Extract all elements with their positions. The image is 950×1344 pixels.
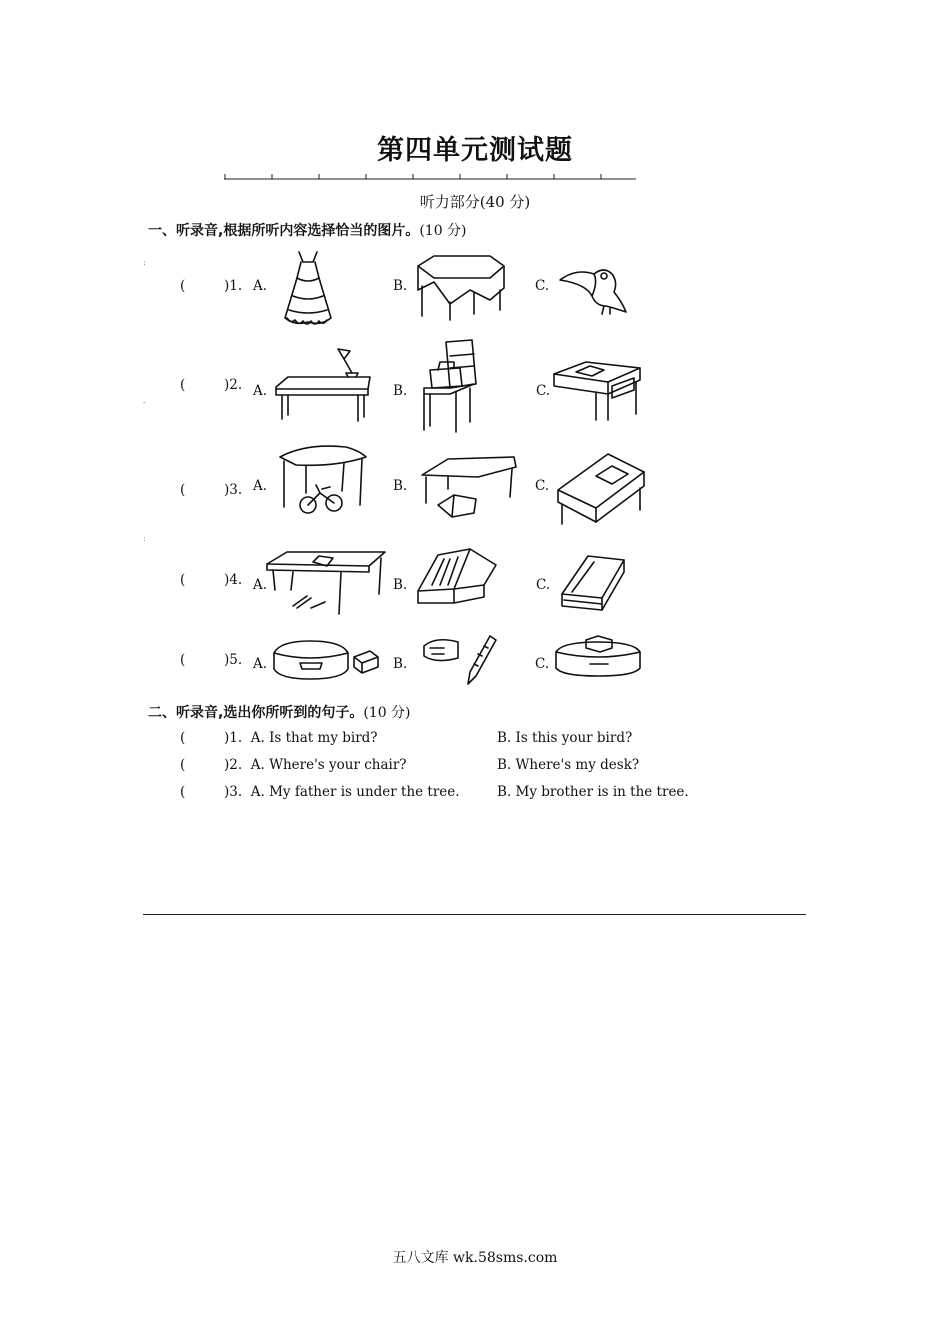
pencils-under-table-icon[interactable] bbox=[263, 548, 389, 618]
book-on-desk-icon[interactable] bbox=[556, 448, 648, 532]
title-ruler bbox=[224, 172, 636, 182]
bag-under-table-icon[interactable] bbox=[418, 455, 518, 521]
answer-paren[interactable]: ( bbox=[180, 377, 186, 393]
option-2c-letter: C. bbox=[536, 383, 551, 399]
s2-question-2: ( )2. A. Where's your chair? bbox=[180, 757, 407, 773]
eraser-by-pencil-box-icon[interactable] bbox=[270, 635, 380, 683]
question-1-number: ( )1. bbox=[180, 278, 243, 294]
option-3b-letter: B. bbox=[393, 478, 408, 494]
question-3-number: ( )3. bbox=[180, 482, 243, 498]
pencil-box-icon[interactable] bbox=[414, 545, 498, 611]
page-divider bbox=[143, 914, 806, 915]
eraser-and-pencil-icon[interactable] bbox=[420, 632, 500, 688]
bike-under-table-icon[interactable] bbox=[276, 443, 370, 517]
tablecloth-table-icon[interactable] bbox=[414, 252, 508, 322]
section1-heading bbox=[148, 220, 467, 240]
option-1b-letter: B. bbox=[393, 278, 408, 294]
section1-heading-text: 一、听录音,根据所听内容选择恰当的图片。 bbox=[148, 223, 420, 239]
bird-icon[interactable] bbox=[556, 262, 630, 318]
option-5b-letter: B. bbox=[393, 656, 408, 672]
option-4a-letter: A. bbox=[253, 577, 268, 593]
option-3a-letter: A. bbox=[253, 478, 268, 494]
answer-paren[interactable]: ( bbox=[180, 482, 186, 498]
dress-icon[interactable] bbox=[275, 248, 341, 328]
option-2a-letter: A. bbox=[253, 383, 268, 399]
answer-paren[interactable]: ( bbox=[180, 572, 186, 588]
listening-subtitle: 听力部分(40 分) bbox=[419, 193, 531, 211]
s2-question-1: ( )1. A. Is that my bird? bbox=[180, 730, 378, 746]
section2-heading bbox=[148, 702, 411, 722]
answer-paren[interactable]: ( bbox=[180, 652, 186, 668]
chair-with-bag-icon[interactable] bbox=[416, 338, 482, 434]
option-4c-letter: C. bbox=[536, 577, 551, 593]
section1-points: (10 分) bbox=[419, 223, 467, 239]
s2-q1-option-a[interactable]: A. Is that my bird? bbox=[250, 730, 378, 746]
page-footer: 五八文库 wk.58sms.com bbox=[392, 1250, 558, 1266]
page-title: 第四单元测试题 bbox=[377, 135, 573, 166]
option-4b-letter: B. bbox=[393, 577, 408, 593]
eraser-on-pencil-box-icon[interactable] bbox=[552, 634, 644, 680]
question-2-number: ( )2. bbox=[180, 377, 243, 393]
section2-points: (10 分) bbox=[363, 705, 411, 721]
answer-paren[interactable]: ( bbox=[180, 278, 186, 294]
section2-heading-text: 二、听录音,选出你所听到的句子。 bbox=[148, 705, 364, 721]
question-4-number: ( )4. bbox=[180, 572, 243, 588]
s2-q3-option-a[interactable]: A. My father is under the tree. bbox=[250, 784, 460, 800]
s2-q2-option-b[interactable]: B. Where's my desk? bbox=[497, 757, 640, 773]
s2-q3-option-b[interactable]: B. My brother is in the tree. bbox=[497, 784, 689, 800]
option-2b-letter: B. bbox=[393, 383, 408, 399]
option-3c-letter: C. bbox=[535, 478, 550, 494]
desk-with-lamp-icon[interactable] bbox=[272, 345, 372, 425]
desk-with-drawer-icon[interactable] bbox=[552, 356, 642, 422]
option-5a-letter: A. bbox=[253, 656, 268, 672]
answer-paren[interactable]: ( bbox=[180, 757, 186, 773]
book-icon[interactable] bbox=[558, 552, 630, 614]
s2-q2-option-a[interactable]: A. Where's your chair? bbox=[250, 757, 407, 773]
option-1a-letter: A. bbox=[253, 278, 268, 294]
option-1c-letter: C. bbox=[535, 278, 550, 294]
question-5-number: ( )5. bbox=[180, 652, 243, 668]
answer-paren[interactable]: ( bbox=[180, 730, 186, 746]
option-5c-letter: C. bbox=[535, 656, 550, 672]
answer-paren[interactable]: ( bbox=[180, 784, 186, 800]
s2-q1-option-b[interactable]: B. Is this your bird? bbox=[497, 730, 633, 746]
s2-question-3: ( )3. A. My father is under the tree. bbox=[180, 784, 460, 800]
